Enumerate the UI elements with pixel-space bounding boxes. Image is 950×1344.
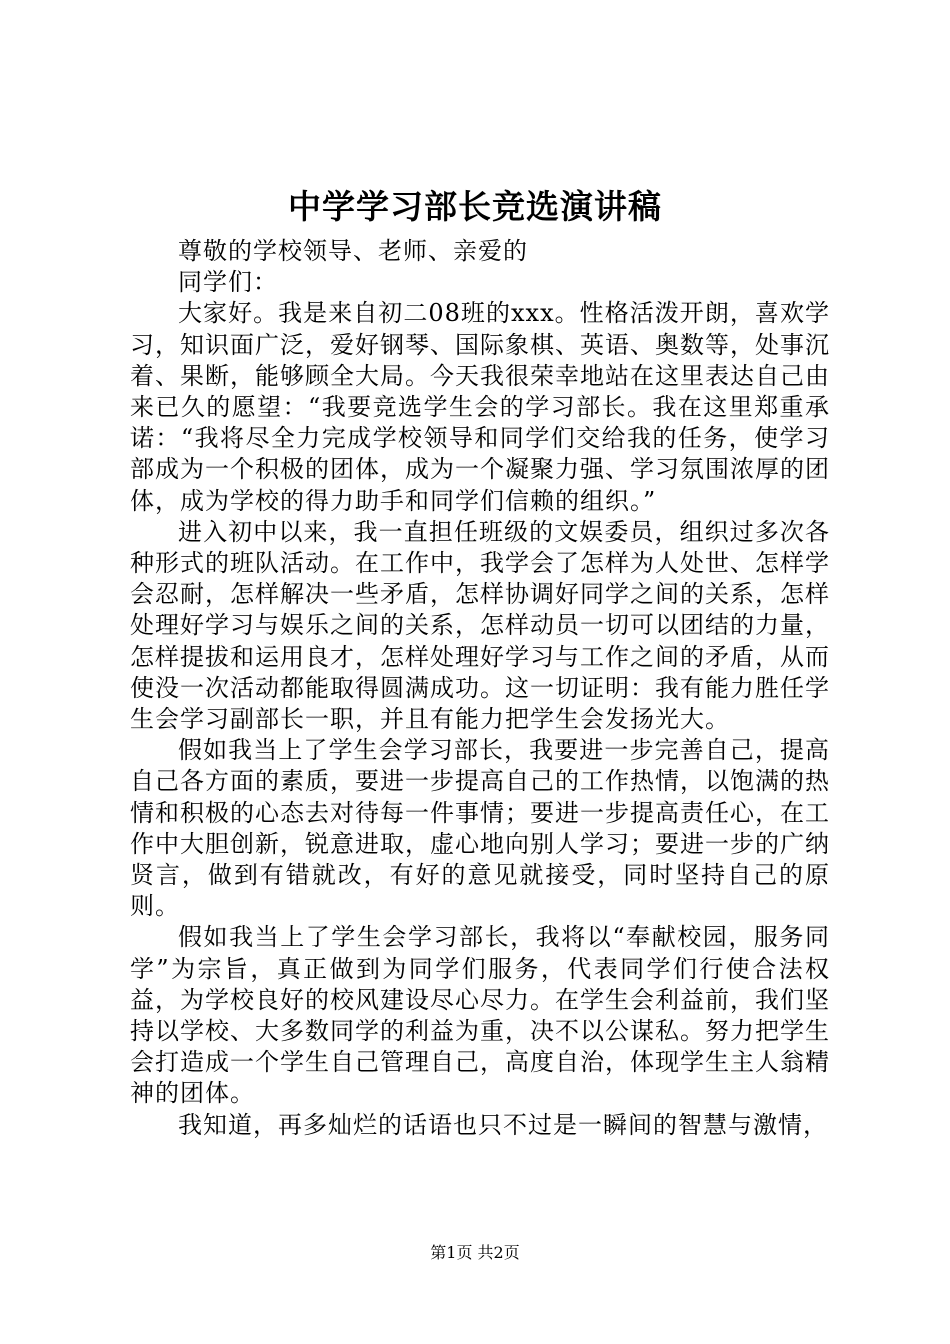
page-number-footer: 第1页 共2页	[430, 1243, 520, 1262]
body-paragraph: 我知道，再多灿烂的话语也只不过是一瞬间的智慧与激情，	[178, 1110, 828, 1139]
document-body	[130, 236, 830, 1141]
salutation-line: 同学们：	[178, 268, 278, 297]
body-paragraph: 大家好。我是来自初二08班的xxx。性格活泼开朗，喜欢学习，知识面广泛，爱好钢琴、国际象棋、英语、奥数等，处事沉着、果断，能够顾全大局。今天我很荣幸地站在这里表达自己由来已久的愿望：“我要竞选学生会的学习部长。我在这里郑重承诺：“我将尽全力完成学校领导和同学们交给我的任务，使学习部成为一个积极的团体，成为一个凝聚力强、学习氛围浓厚的团体，成为学校的得力助手和同学们信赖的组织。”	[130, 299, 830, 515]
salutation-line: 尊敬的学校领导、老师、亲爱的	[178, 237, 528, 265]
body-paragraph: 假如我当上了学生会学习部长，我将以“奉献校园，服务同学”为宗旨，真正做到为同学们服务，代表同学们行使合法权益，为学校良好的校风建设尽心尽力。在学生会利益前，我们坚持以学校、大多数同学的利益为重，决不以公谋私。努力把学生会打造成一个学生自己管理自己，高度自治，体现学生主人翁精神的团体。	[130, 923, 830, 1108]
body-paragraph: 进入初中以来，我一直担任班级的文娱委员，组织过多次各种形式的班队活动。在工作中，我学会了怎样为人处世、怎样学会忍耐，怎样解决一些矛盾，怎样协调好同学之间的关系，怎样处理好学习与娱乐之间的关系，怎样动员一切可以团结的力量，怎样提拔和运用良才，怎样处理好学习与工作之间的矛盾，从而使没一次活动都能取得圆满成功。这一切证明：我有能力胜任学生会学习副部长一职，并且有能力把学生会发扬光大。	[130, 517, 830, 734]
document-title: 中学学习部长竞选演讲稿	[288, 187, 662, 226]
body-paragraph: 假如我当上了学生会学习部长，我要进一步完善自己，提高自己各方面的素质，要进一步提高自己的工作热情，以饱满的热情和积极的心态去对待每一件事情；要进一步提高责任心，在工作中大胆创新，锐意进取，虚心地向别人学习；要进一步的广纳贤言，做到有错就改，有好的意见就接受，同时坚持自己的原则。	[130, 736, 830, 921]
